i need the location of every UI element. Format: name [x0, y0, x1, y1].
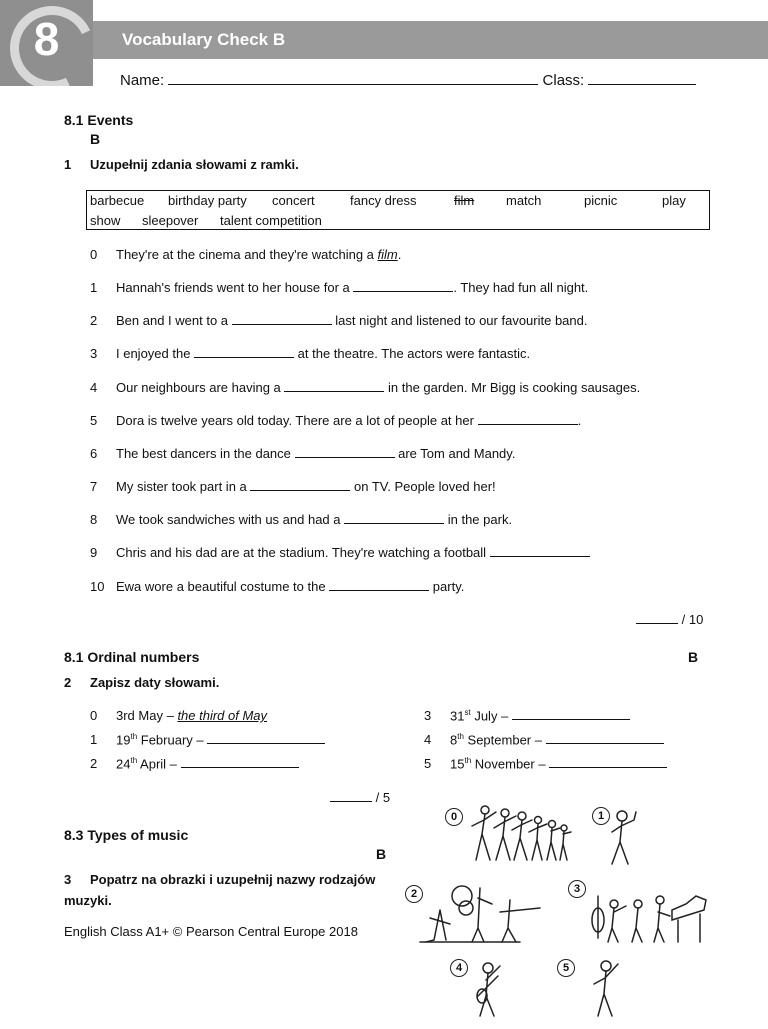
- section3-version: B: [376, 846, 387, 862]
- word-box-item: play: [662, 193, 686, 208]
- answer-blank[interactable]: [329, 579, 429, 591]
- date-day: 24: [116, 756, 131, 772]
- name-field[interactable]: [168, 84, 538, 85]
- task2-instruction: Zapisz daty słowami.: [90, 675, 220, 690]
- date-day: 15: [450, 756, 465, 772]
- guitarist-illustration: [477, 963, 500, 1016]
- word-box-item: match: [506, 193, 542, 208]
- task3-number: 3: [64, 872, 72, 887]
- date-month: May –: [138, 708, 178, 723]
- sentence-number: 3: [90, 346, 98, 361]
- section1-score: [636, 612, 703, 627]
- picture-label: 3: [568, 880, 586, 898]
- word-box-item-used: film: [454, 193, 475, 208]
- sentence-row: [90, 446, 515, 461]
- sentence-text: Dora is twelve years old today. There are a lot of people at her: [116, 413, 478, 428]
- date-day: 3rd: [116, 708, 135, 723]
- date-item: [424, 732, 664, 747]
- item-number: 2: [90, 756, 98, 772]
- date-item: [90, 732, 325, 747]
- sentence-number: 7: [90, 479, 98, 494]
- sentence-number: 4: [90, 380, 98, 395]
- date-suffix: th: [130, 756, 138, 765]
- date-month: September –: [467, 732, 542, 748]
- word-box-item: barbecue: [90, 193, 145, 208]
- sentence-text: My sister took part in a: [116, 479, 251, 494]
- item-number: 4: [424, 732, 432, 748]
- sentence-text: .: [577, 413, 582, 428]
- music-illustrations: [400, 800, 768, 1024]
- answer-blank[interactable]: [344, 512, 444, 524]
- answer-blank[interactable]: [546, 732, 664, 744]
- answer-blank[interactable]: [181, 756, 299, 768]
- date-item: [90, 756, 299, 771]
- item-number: 5: [424, 756, 432, 772]
- word-box-item: show: [90, 213, 121, 228]
- example-answer: film: [377, 247, 398, 262]
- sentence-row: [90, 313, 587, 328]
- section2-heading: 8.1 Ordinal numbers: [64, 649, 200, 665]
- sentence-text: on TV. People loved her!: [350, 479, 496, 494]
- sentence-text: Ewa wore a beautiful costume to the: [116, 579, 330, 594]
- sentence-text: Our neighbours are having a: [116, 380, 285, 395]
- date-suffix: th: [130, 732, 138, 741]
- word-box-item: sleepover: [142, 213, 199, 228]
- word-box: [86, 190, 710, 230]
- answer-blank[interactable]: [284, 380, 384, 392]
- answer-blank[interactable]: [194, 346, 294, 358]
- date-month: February –: [140, 732, 204, 748]
- name-label: Name:: [120, 72, 165, 89]
- section3-heading: 8.3 Types of music: [64, 827, 189, 843]
- sentence-text: . They had fun all night.: [453, 280, 589, 295]
- sentence-text: .: [397, 247, 402, 262]
- sentence-number: 5: [90, 413, 98, 428]
- sentence-text: Chris and his dad are at the stadium. They're watching a football: [116, 545, 490, 560]
- section1-version: B: [90, 131, 101, 147]
- score-blank[interactable]: [636, 612, 678, 624]
- date-suffix: th: [457, 732, 464, 741]
- score-total: / 5: [375, 790, 391, 805]
- word-box-item: fancy dress: [350, 193, 417, 208]
- music-pictures: [400, 800, 768, 1024]
- date-item: [424, 756, 667, 771]
- sentence-number: 8: [90, 512, 98, 527]
- date-day: 8: [450, 732, 458, 748]
- class-field[interactable]: [588, 84, 696, 85]
- class-label: Class:: [542, 72, 585, 89]
- task2-number: 2: [64, 675, 72, 690]
- answer-blank[interactable]: [549, 756, 667, 768]
- picture-label: 1: [592, 807, 610, 825]
- date-day: 31: [450, 708, 465, 724]
- unit-number: 8: [33, 13, 60, 65]
- item-number: 3: [424, 708, 432, 724]
- orchestra-illustration: [592, 896, 706, 942]
- sentence-row: [90, 512, 512, 527]
- word-box-item: picnic: [584, 193, 618, 208]
- sentence-number: 0: [90, 247, 98, 262]
- answer-blank[interactable]: [207, 732, 325, 744]
- singer-illustration: [612, 811, 636, 864]
- section2-score: [330, 790, 390, 805]
- word-box-item: concert: [272, 193, 315, 208]
- sentence-text: in the park.: [444, 512, 513, 527]
- sentence-text: They're at the cinema and they're watching a: [116, 247, 378, 262]
- picture-label: 2: [405, 885, 423, 903]
- section1-heading: 8.1 Events: [64, 112, 134, 128]
- picture-label: 4: [450, 959, 468, 977]
- date-day: 19: [116, 732, 131, 748]
- rock-band-illustration: [420, 886, 540, 942]
- item-number: 1: [90, 732, 98, 748]
- answer-blank[interactable]: [232, 313, 332, 325]
- sentence-text: I enjoyed the: [116, 346, 195, 361]
- page-title: Vocabulary Check B: [122, 30, 286, 49]
- footer-copyright: English Class A1+ © Pearson Central Europe 2018: [64, 924, 358, 939]
- sentence-number: 1: [90, 280, 98, 295]
- picture-label: 0: [445, 808, 463, 826]
- example-answer: the third of May: [177, 708, 268, 723]
- task1-instruction: Uzupełnij zdania słowami z ramki.: [90, 157, 299, 172]
- sentence-text: are Tom and Mandy.: [394, 446, 516, 461]
- answer-blank[interactable]: [512, 708, 630, 720]
- sentence-row: [90, 413, 581, 428]
- date-suffix: st: [464, 708, 471, 717]
- sentence-number: 6: [90, 446, 98, 461]
- performer-illustration: [594, 961, 618, 1016]
- sentence-text: at the theatre. The actors were fantastic.: [294, 346, 531, 361]
- title-bar: [93, 21, 768, 59]
- sentence-text: party.: [429, 579, 465, 594]
- sentence-text: Hannah's friends went to her house for a: [116, 280, 354, 295]
- sentence-number: 9: [90, 545, 98, 560]
- task3-instruction-line2: muzyki.: [64, 893, 112, 908]
- date-item: [424, 708, 630, 723]
- word-box-item: talent competition: [220, 213, 322, 228]
- sentence-row: [90, 346, 530, 361]
- dancers-illustration: [472, 806, 571, 860]
- sentence-text: Ben and I went to a: [116, 313, 232, 328]
- unit-badge: [0, 0, 93, 86]
- sentence-text: last night and listened to our favourite band.: [331, 313, 588, 328]
- date-example: [90, 708, 267, 723]
- score-total: / 10: [681, 612, 704, 627]
- answer-blank[interactable]: [353, 280, 453, 292]
- answer-blank[interactable]: [478, 413, 578, 425]
- sentence-text: The best dancers in the dance: [116, 446, 295, 461]
- sentence-row: [90, 479, 496, 494]
- example-sentence: [90, 247, 401, 262]
- score-blank[interactable]: [330, 790, 372, 802]
- picture-label: 5: [557, 959, 575, 977]
- sentence-row: [90, 380, 640, 395]
- task1-number: 1: [64, 157, 72, 172]
- date-month: July –: [474, 708, 509, 724]
- task3-instruction-line1: Popatrz na obrazki i uzupełnij nazwy rodzajów: [90, 872, 376, 887]
- sentence-row: [90, 280, 588, 295]
- word-box-item: birthday party: [168, 193, 247, 208]
- sentence-text: We took sandwiches with us and had a: [116, 512, 345, 527]
- sentence-text: in the garden. Mr Bigg is cooking sausages.: [384, 380, 641, 395]
- section2-version: B: [688, 649, 699, 665]
- answer-blank[interactable]: [250, 479, 350, 491]
- sentence-row: [90, 579, 464, 594]
- date-month: April –: [140, 756, 177, 772]
- date-month: November –: [474, 756, 546, 772]
- answer-blank[interactable]: [490, 545, 590, 557]
- student-info: [120, 72, 696, 89]
- date-suffix: th: [464, 756, 472, 765]
- answer-blank[interactable]: [295, 446, 395, 458]
- sentence-number: 2: [90, 313, 98, 328]
- item-number: 0: [90, 708, 98, 723]
- sentence-row: [90, 545, 590, 560]
- sentence-number: 10: [90, 579, 105, 594]
